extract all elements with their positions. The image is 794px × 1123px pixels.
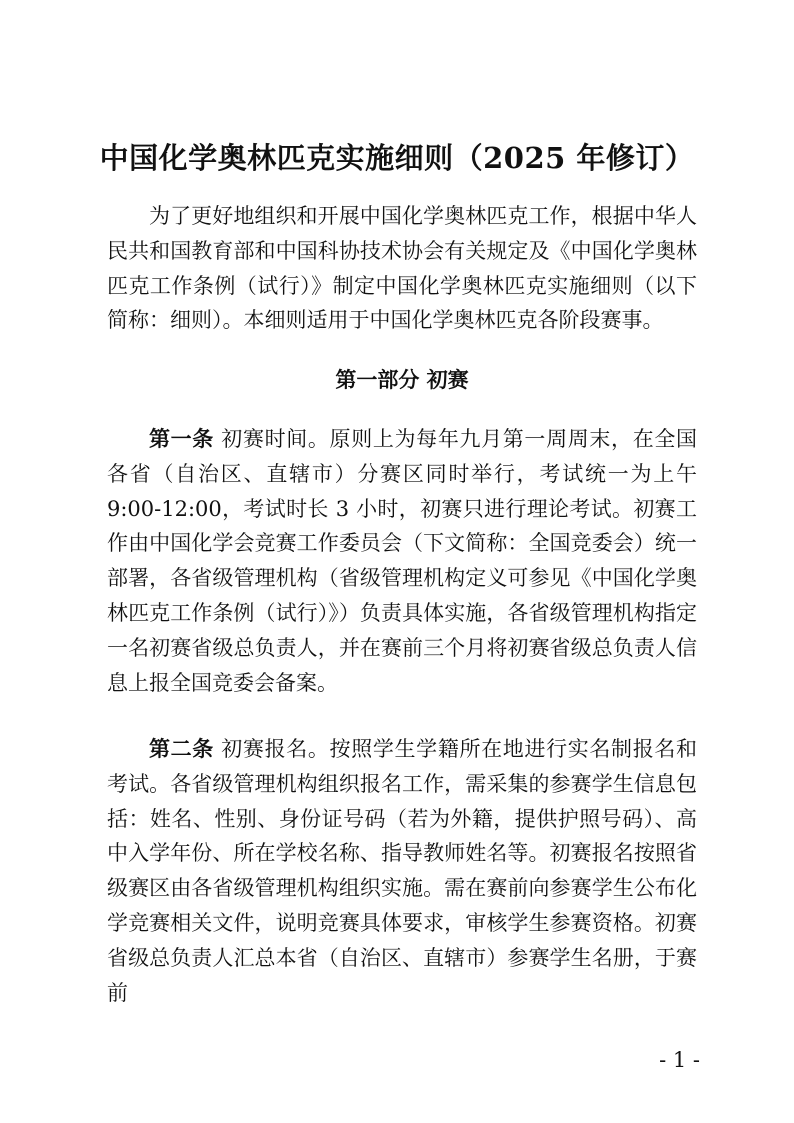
page-number: - 1 -: [659, 1048, 700, 1072]
document-title: 中国化学奥林匹克实施细则（2025 年修订）: [99, 141, 695, 175]
intro-paragraph: 为了更好地组织和开展中国化学奥林匹克工作，根据中华人民共和国教育部和中国科协技术协会有关规定及《中国化学奥林匹克工作条例（试行）》制定中国化学奥林匹克实施细则（以下简称：细则）。本细则适用于中国化学奥林匹克各阶段赛事。: [107, 204, 697, 333]
article-1-paragraph: [107, 422, 697, 700]
article-2-label: 第二条: [149, 737, 214, 761]
article-2-text: 初赛报名。按照学生学籍所在地进行实名制报名和考试。各省级管理机构组织报名工作，需采集的参赛学生信息包括：姓名、性别、身份证号码（若为外籍，提供护照号码）、高中入学年份、所在学校名称、指导教师姓名等。初赛报名按照省级赛区由各省级管理机构组织实施。需在赛前向参赛学生公布化学竞赛相关文件，说明竞赛具体要求，审核学生参赛资格。初赛省级总负责人汇总本省（自治区、直辖市）参赛学生名册，于赛前: [107, 737, 697, 1005]
article-2-paragraph: [107, 732, 697, 1010]
section-heading: 第一部分 初赛: [335, 368, 469, 392]
article-1-text: 初赛时间。原则上为每年九月第一周周末，在全国各省（自治区、直辖市）分赛区同时举行，考试统一为上午 9:00-12:00，考试时长 3 小时，初赛只进行理论考试。初赛工作由中国化学会竞赛工作委员会（下文简称：全国竞委会）统一部署，各省级管理机构（省级管理机构定义可参见《中国化学奥林匹克工作条例（试行）》）负责具体实施，各省级管理机构指定一名初赛省级总负责人，并在赛前三个月将初赛省级总负责人信息上报全国竞委会备案。: [107, 427, 697, 695]
article-1-label: 第一条: [149, 427, 214, 451]
